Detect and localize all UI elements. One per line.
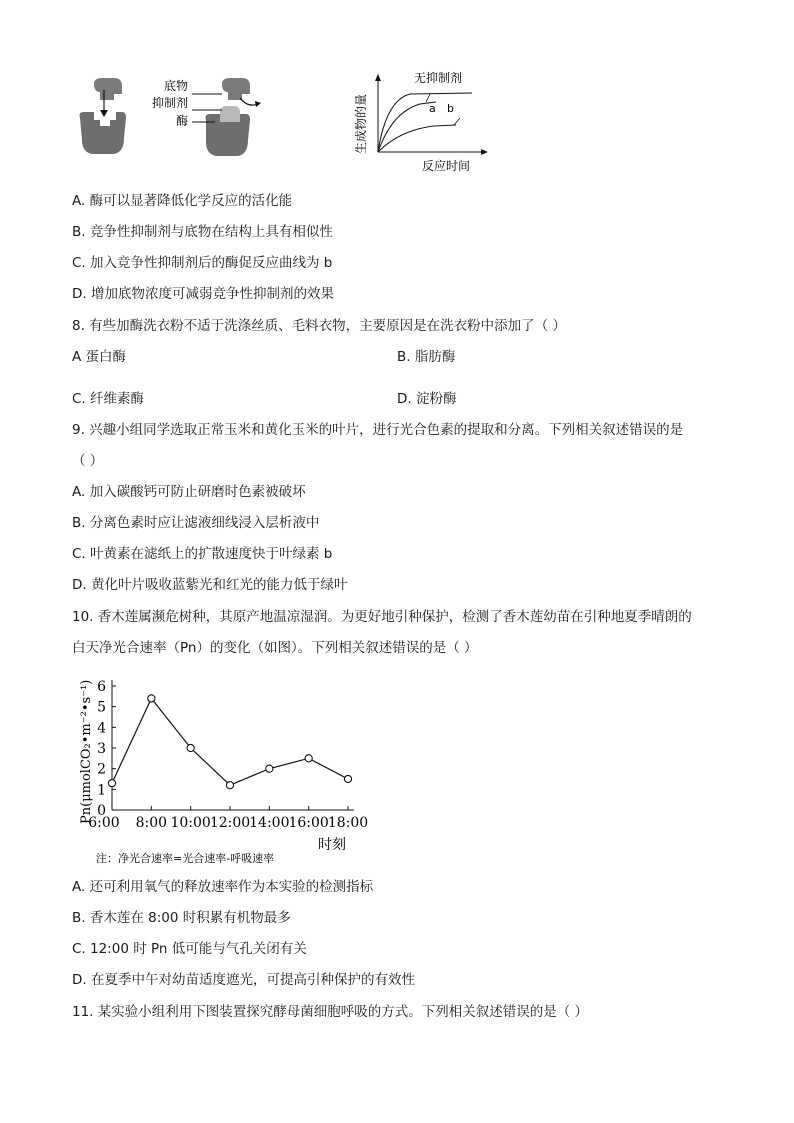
ylabel: 生成物的量: [354, 93, 368, 154]
pn-series-line: [112, 698, 348, 785]
q9-stem-cont: （ ）: [72, 453, 104, 469]
x-tick-label: 18:00: [327, 815, 369, 831]
y-tick-label: 0: [97, 803, 106, 819]
pn-line-chart: [72, 668, 392, 868]
q8-option-b: B. 脂肪酶: [397, 349, 456, 365]
q10-option-b: B. 香木莲在 8:00 时积累有机物最多: [72, 910, 291, 926]
x-tick-label: 12:00: [209, 815, 251, 831]
q9-option-c: C. 叶黄素在滤纸上的扩散速度快于叶绿素 b: [72, 546, 333, 562]
label-curve-a: a: [429, 102, 436, 115]
label-enzyme: 酶: [175, 114, 188, 128]
pn-data-point: [226, 782, 233, 789]
q10-option-c: C. 12:00 时 Pn 低可能与气孔关闭有关: [72, 941, 307, 957]
pn-data-point: [148, 695, 155, 702]
q8-option-a: A 蛋白酶: [72, 349, 127, 365]
y-tick-label: 3: [97, 741, 106, 757]
q7-option-c: C. 加入竞争性抑制剂后的酶促反应曲线为 b: [72, 255, 333, 271]
q9-stem: 9. 兴趣小组同学选取正常玉米和黄化玉米的叶片，进行光合色素的提取和分离。下列相关叙述错误的是: [72, 422, 684, 438]
y-tick-label: 5: [97, 699, 106, 716]
q8-option-d: D. 淀粉酶: [397, 391, 457, 407]
y-tick-label: 1: [97, 782, 106, 799]
x-tick-label: 8:00: [135, 815, 168, 831]
pn-data-point: [108, 780, 115, 787]
q11-stem: 11. 某实验小组利用下图装置探究酵母菌细胞呼吸的方式。下列相关叙述错误的是（ ）: [72, 1004, 589, 1020]
y-tick-label: 6: [97, 679, 106, 695]
y-tick-label: 2: [97, 761, 106, 778]
chart-xlabel: 时刻: [318, 837, 346, 853]
q7-option-b: B. 竞争性抑制剂与底物在结构上具有相似性: [72, 224, 333, 240]
pn-data-point: [187, 744, 194, 751]
label-inhibitor: 抑制剂: [151, 96, 188, 110]
label-no-inhibitor: 无抑制剂: [414, 71, 463, 85]
q10-option-d: D. 在夏季中午对幼苗适度遮光，可提高引种保护的有效性: [72, 972, 415, 988]
q9-option-d: D. 黄化叶片吸收蓝紫光和红光的能力低于绿叶: [72, 577, 348, 593]
q7-option-d: D. 增加底物浓度可减弱竞争性抑制剂的效果: [72, 286, 334, 302]
xlabel: 反应时间: [422, 159, 471, 173]
q10-stem: 10. 香木莲属濒危树种，其原产地温凉湿润。为更好地引种保护，检测了香木莲幼苗在引种地夏季晴朗的: [72, 609, 692, 625]
x-tick-label: 6:00: [88, 815, 120, 831]
substrate-shape-right: [222, 78, 250, 100]
pn-data-point: [266, 765, 273, 772]
q9-option-a: A. 加入碳酸钙可防止研磨时色素被破坏: [72, 484, 306, 500]
x-tick-label: 16:00: [288, 815, 329, 831]
reaction-curve-diagram: [350, 66, 500, 176]
q9-option-b: B. 分离色素时应让滤液细线浸入层析液中: [72, 515, 320, 531]
y-tick-label: 4: [97, 720, 106, 737]
q7-option-a: A. 酶可以显著降低化学反应的活化能: [72, 193, 293, 209]
q8-option-c: C. 纤维素酶: [72, 391, 145, 407]
label-substrate: 底物: [163, 79, 188, 93]
pn-data-point: [305, 755, 312, 762]
enzyme-inhibitor-diagram: [70, 68, 270, 168]
label-curve-b: b: [447, 102, 454, 115]
pn-data-point: [344, 775, 351, 782]
x-tick-label: 10:00: [170, 815, 211, 831]
substrate-shape-left: [94, 78, 122, 100]
chart-ylabel: Pn(μmolCO₂•m⁻²•s⁻¹): [79, 679, 94, 824]
q8-stem: 8. 有些加酶洗衣粉不适于洗涤丝质、毛料衣物，主要原因是在洗衣粉中添加了（ ）: [72, 318, 566, 334]
q10-stem-cont: 白天净光合速率（Pn）的变化（如图）。下列相关叙述错误的是（ ）: [72, 640, 478, 656]
curve-b: [378, 125, 456, 152]
curve-no-inhibitor: [378, 93, 472, 152]
chart-note: 注：净光合速率=光合速率-呼吸速率: [96, 852, 275, 865]
inhibitor-shape: [220, 106, 240, 122]
enzyme-shape-left: [80, 112, 127, 154]
q10-option-a: A. 还可利用氧气的释放速率作为本实验的检测指标: [72, 879, 374, 895]
x-tick-label: 14:00: [249, 815, 290, 831]
